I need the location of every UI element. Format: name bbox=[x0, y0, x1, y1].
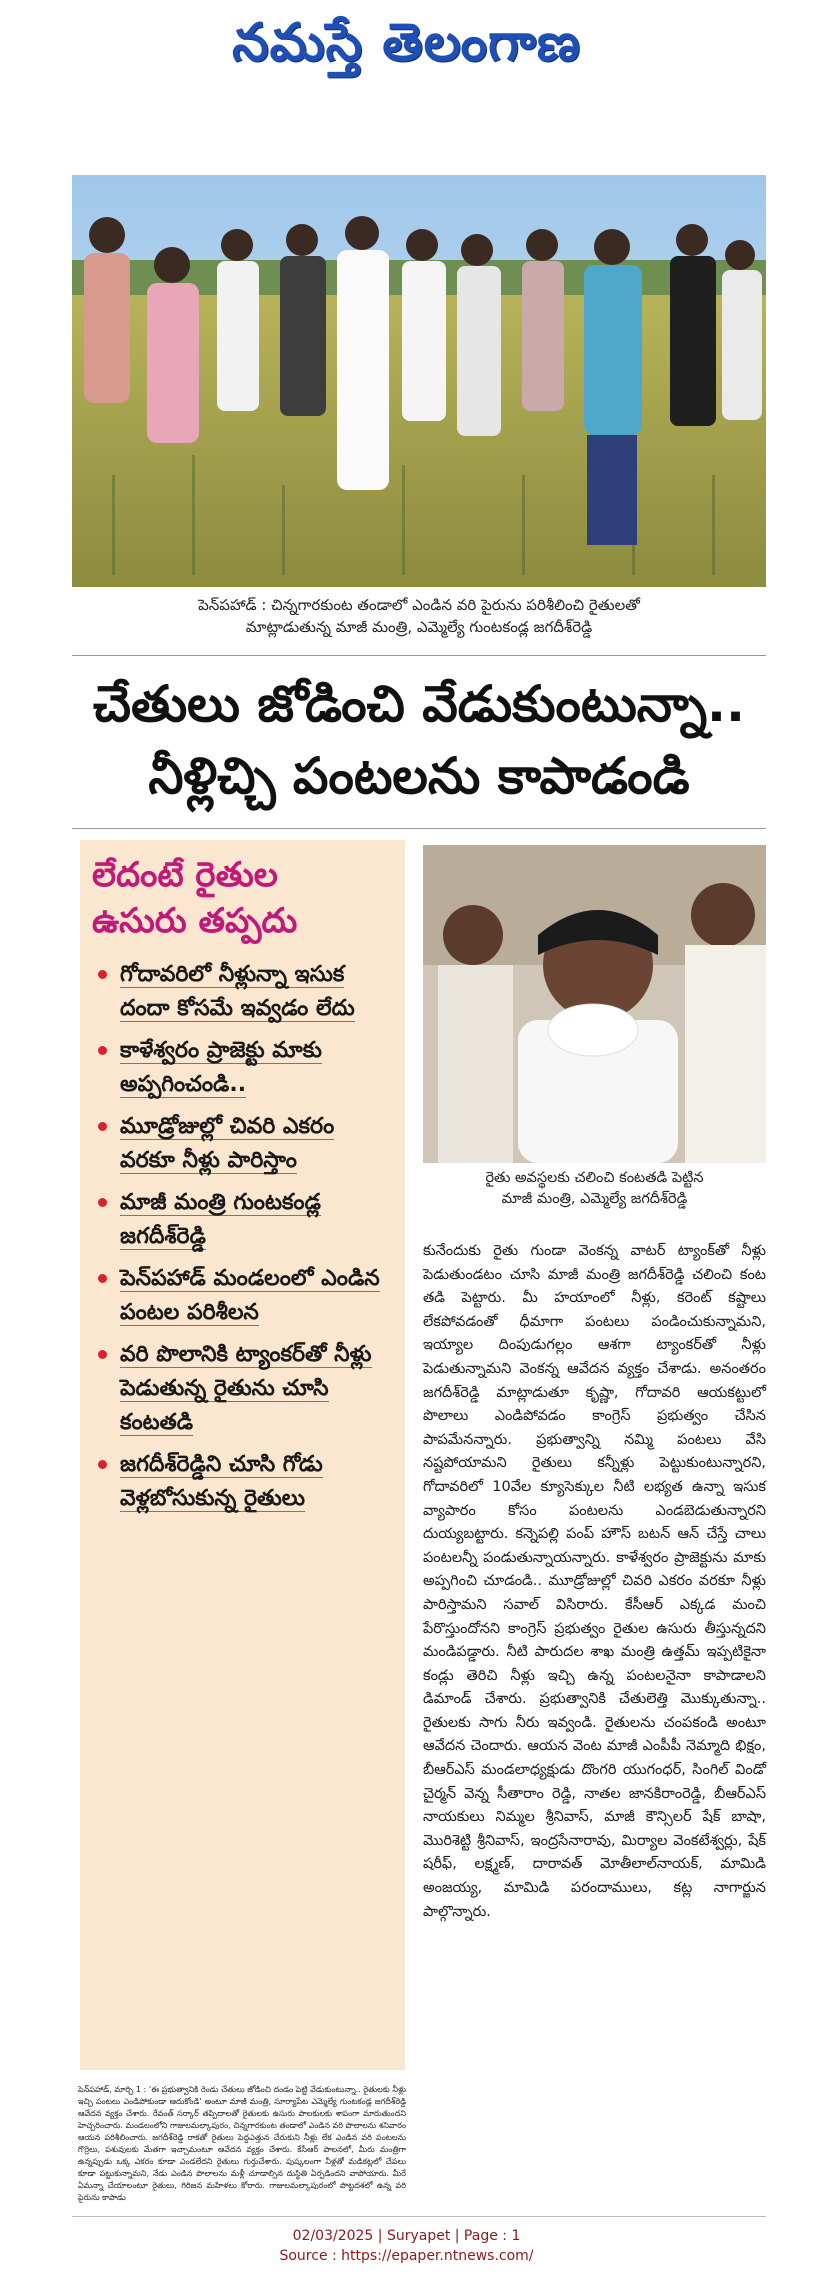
divider bbox=[72, 2216, 766, 2217]
bullet-text: కాళేశ్వరం ప్రాజెక్టు మాకు అప్పగించండి.. bbox=[120, 1038, 322, 1097]
bullet-text: గోదావరిలో నీళ్లున్నా ఇసుక దందా కోసమే ఇవ్వడం లేదు bbox=[120, 962, 355, 1021]
article-column-left: పెన్‌పహాడ్, మార్చి 1 : 'ఈ ప్రభుత్వానికి రెండు చేతులు జోడించి దండం పెట్టి వేడుకుంటున్నా.. రైతులకు నీళ్లు ఇచ్చి పంటలు ఎండిపోకుండా ఆదుకోండి' అంటూ మాజీ మంత్రి, సూర్యాపేట ఎమ్మెల్యే గుంటకండ్ల జగదీశ్‌రెడ్డి ఆవేదన వ్యక్తం చేశారు. రేవంత్ సర్కార్ తప్పిదాలతో రైతులకు ఉసురు పాలకులకు శాపంగా మారుతుందని హెచ్చరించారు. మండలంలోని గాజులమల్కాపురం, చిన్నగారకుంట తండాలో ఎండిన వరి పొలాలను శనివారం ఆయన పరిశీలించారు. జగదీశ్‌రెడ్డి రాకతో రైతులు పెద్దఎత్తున చేరుకుని నీళ్లు లేక ఎండిన వరి పంటలను గొర్రెలు, పశువులకు మేతగా ఇచ్చామంటూ ఆవేదన వ్యక్తం చేశారు. కేసీఆర్ పాలనలో, మీరు మంత్రిగా ఉన్నప్పుడు ఒక్క ఎకరం కూడా ఎండలేదని రైతులు గుర్తుచేశారు. పుష్కలంగా నీళ్లతో మడికట్లలో చేపలు కూడా పట్టుకున్నామని, నేడు ఎండిన పొలాలను మళ్లీ చూడాల్సిన దుస్థితి ఏర్పడిందని వాపోయారు. మీరే ఏమన్నా చేయాలంటూ రైతులు, గిరిజన మహిళలు కోరారు. గాజులమల్కాపురంలో పొట్టదశలో ఉన్న వరి పైరును కాపాడు bbox=[78, 2085, 406, 2202]
divider bbox=[72, 828, 766, 829]
photo-caption bbox=[423, 1168, 766, 1210]
divider bbox=[72, 655, 766, 656]
photo-caption bbox=[72, 594, 766, 638]
bullet-text: పెన్‌పహాడ్ మండలంలో ఎండిన పంటల పరిశీలన bbox=[120, 1266, 380, 1325]
list-item bbox=[90, 1262, 396, 1330]
newspaper-logo: నమస్తే తెలంగాణ bbox=[232, 12, 581, 73]
article-column-right: కునేందుకు రైతు గుండా వెంకన్న వాటర్ ట్యాంక్‌తో నీళ్లు పెడుతుండటం చూసి మాజీ మంత్రి జగదీశ్‌రెడ్డి చలించి కంట తడి పెట్టారు. మీ హయాంలో నీళ్లు, కరెంట్ కష్టాలు లేకపోవడంతో ధీమాగా పంటలు పండించుకున్నామని, ఇయ్యాల దింపుడుగల్లం ఆశగా ట్యాంకర్‌తో నీళ్లు పెడుతున్నామని వెంకన్న ఆవేదన వ్యక్తం చేశాడు. అనంతరం జగదీశ్‌రెడ్డి మాట్లాడుతూ కృష్ణా, గోదావరి ఆయకట్టులో పొలాలు ఎండిపోవడం కాంగ్రెస్ ప్రభుత్వం చేసిన పాపమేనన్నారు. ప్రభుత్వాన్ని నమ్మి పంటలు వేసి నష్టపోయామని రైతులు కన్నీళ్లు పెట్టుకుంటున్నారని, గోదావరిలో 10వేల క్యూసెక్కుల నీటి లభ్యత ఉన్నా ఇసుక వ్యాపారం కోసం పంటలను ఎండబెడుతున్నారని దుయ్యబట్టారు. కన్నెపల్లి పంప్ హౌస్ బటన్ ఆన్ చేస్తే చాలు పంటలన్నీ పండుతున్నాయన్నారు. కాళేశ్వరం ప్రాజెక్టును మాకు అప్పగించి చూడండి.. మూడ్రోజుల్లో చివరి ఎకరం వరకూ నీళ్లు పారిస్తామని సవాల్ విసిరారు. కేసీఆర్ ఎక్కడ మంచి పేరొస్తుందోనని కాంగ్రెస్ ప్రభుత్వం రైతుల ఉసురు తీస్తున్నదని మండిపడ్డారు. నీటి పారుదల శాఖ మంత్రి ఉత్తమ్ ఇప్పటికైనా కండ్లు తెరిచి నీళ్లు ఇచ్చి ఉన్న పంటలనైనా కాపాడాలని డిమాండ్ చేశారు. ప్రభుత్వానికి చేతులెత్తి మొక్కుతున్నా.. రైతులకు సాగు నీరు ఇవ్వండి. రైతులను చంపకండి అంటూ ఆవేదన చెందారు. ఆయన వెంట మాజీ ఎంపీపీ నెమ్మాది భిక్షం, బీఆర్ఎస్ మండలాధ్యక్షుడు దొంగరి యుగంధర్, సింగిల్ విండో చైర్మన్ వెన్న సీతారాం రెడ్డి, నాతల జానకిరాంరెడ్డి, బీఆర్ఎస్ నాయకులు నిమ్మల శ్రీనివాస్, మాజీ కౌన్సిలర్ షేక్ బాషా, మొరిశెట్టి శ్రీనివాస్, ఇంద్రసేనారావు, మిర్యాల వెంకటేశ్వర్లు, షేక్ షరీఫ్, లక్ష్మణ్, దారావత్ మోతీలాల్‌నాయక్, మామిడి అంజయ్య, మామిడి పరందాములు, కట్ల నాగార్జున పాల్గొన్నారు. bbox=[423, 1243, 766, 1920]
highlights-title-line: ఉసురు తప్పదు bbox=[92, 901, 298, 941]
caption-line: మాజీ మంత్రి, ఎమ్మెల్యే జగదీశ్‌రెడ్డి bbox=[501, 1191, 688, 1207]
bullet-text: మాజీ మంత్రి గుంటకండ్ల జగదీశ్‌రెడ్డి bbox=[120, 1190, 321, 1249]
highlights-title-line: లేదంటే రైతుల bbox=[92, 855, 278, 895]
list-item bbox=[90, 1338, 396, 1440]
page-footer bbox=[0, 2226, 813, 2266]
highlights-title bbox=[92, 852, 392, 944]
masthead bbox=[0, 0, 813, 92]
field-visit-photo bbox=[72, 175, 766, 587]
caption-line: పెన్‌పహాడ్ : చిన్నగారకుంట తండాలో ఎండిన వరి పైరును పరిశీలించి రైతులతో bbox=[198, 596, 640, 614]
headline bbox=[72, 668, 766, 812]
highlights-box bbox=[80, 840, 405, 2070]
list-item bbox=[90, 1034, 396, 1102]
headline-line: నీళ్లిచ్చి పంటలను కాపాడండి bbox=[148, 747, 690, 805]
list-item bbox=[90, 1448, 396, 1516]
edition-info: 02/03/2025 | Suryapet | Page : 1 bbox=[292, 2228, 521, 2244]
bullet-text: మూడ్రోజుల్లో చివరి ఎకరం వరకూ నీళ్లు పారిస్తాం bbox=[120, 1114, 335, 1173]
caption-line: రైతు అవస్థలకు చలించి కంటతడి పెట్టిన bbox=[485, 1170, 704, 1186]
headline-line: చేతులు జోడించి వేడుకుంటున్నా.. bbox=[92, 675, 745, 733]
caption-line: మాట్లాడుతున్న మాజీ మంత్రి, ఎమ్మెల్యే గుంటకండ్ల జగదీశ్‌రెడ్డి bbox=[245, 618, 593, 636]
list-item bbox=[90, 1110, 396, 1178]
bullet-text: వరి పొలానికి ట్యాంకర్‌తో నీళ్లు పెడుతున్న రైతును చూసి కంటతడి bbox=[120, 1342, 372, 1435]
list-item bbox=[90, 1186, 396, 1254]
bullet-text: జగదీశ్‌రెడ్డిని చూసి గోడు వెళ్లబోసుకున్న రైతులు bbox=[120, 1452, 323, 1511]
emotional-leader-photo bbox=[423, 845, 766, 1163]
source-link[interactable]: Source : https://epaper.ntnews.com/ bbox=[279, 2248, 534, 2264]
highlights-list bbox=[90, 958, 396, 1524]
list-item bbox=[90, 958, 396, 1026]
